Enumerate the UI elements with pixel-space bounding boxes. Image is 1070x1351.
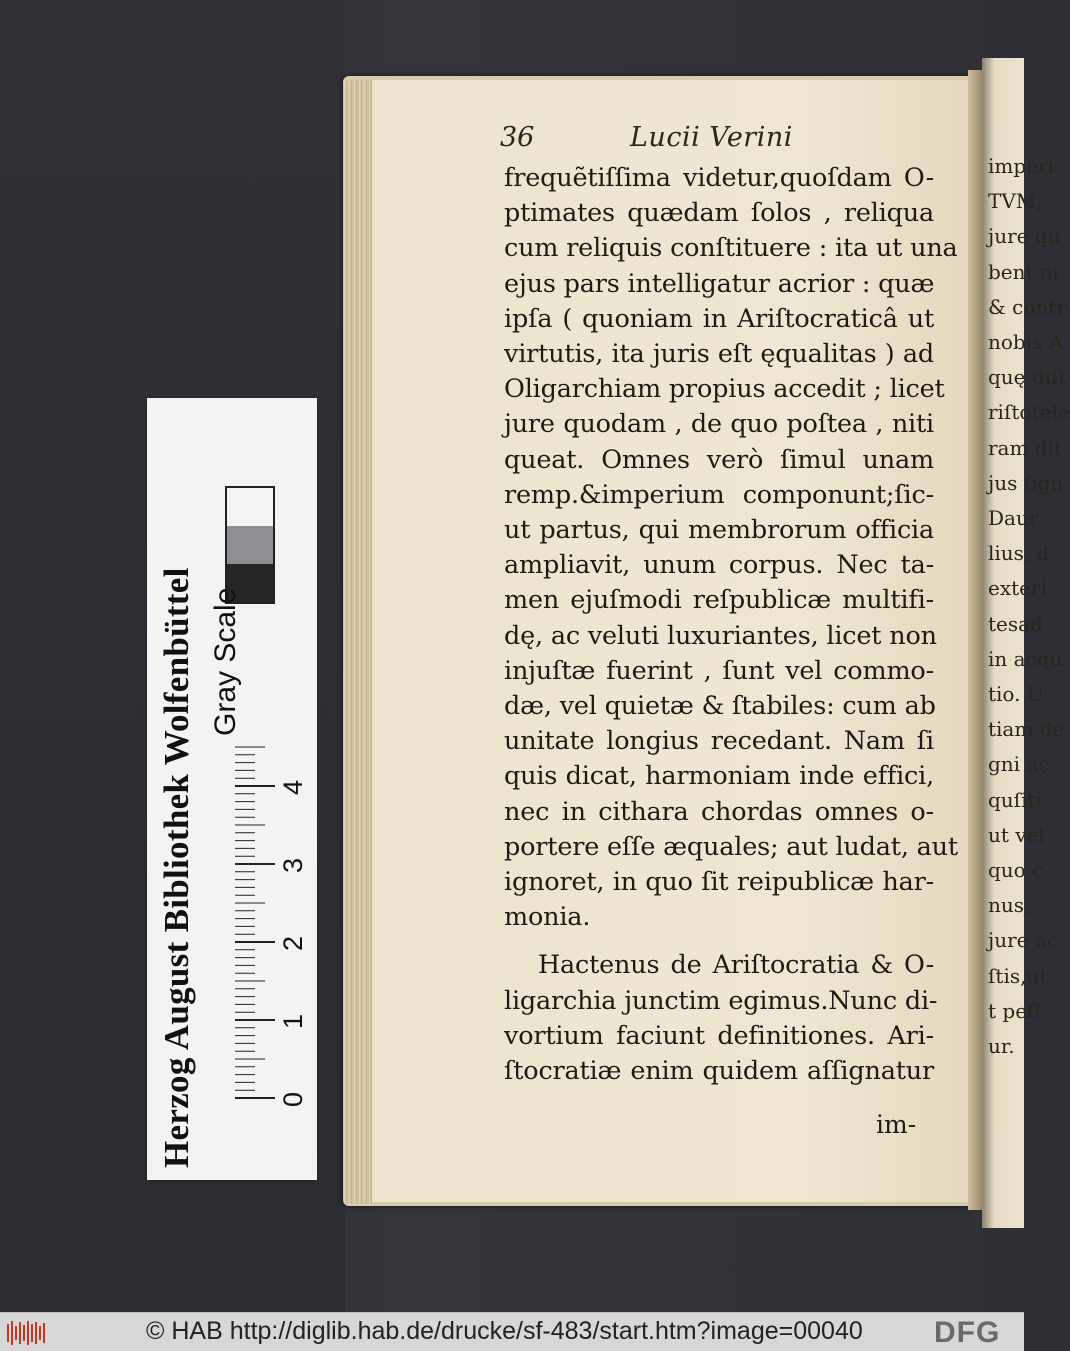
facing-page-text: nus, — [988, 893, 1031, 918]
facing-page-text: TVM, — [988, 189, 1043, 214]
text-line: vortium faciunt definitiones. Ari- — [504, 1020, 934, 1051]
text-line: queat. Omnes verò ſimul unam — [504, 444, 934, 475]
facing-page-text: quſiti — [988, 787, 1042, 812]
text-line: ejus pars intelligatur acrior : quæ — [504, 268, 935, 299]
source-link[interactable]: © HAB http://diglib.hab.de/drucke/sf-483/start.htm?image=00040 — [146, 1317, 863, 1345]
facing-page-text: quo c — [988, 858, 1044, 882]
text-line: monia. — [504, 902, 591, 933]
text-line: dę, ac veluti luxuriantes, licet non — [504, 620, 937, 651]
text-line: dæ, vel quietæ & ſtabiles: cum ab — [504, 691, 936, 721]
facing-page-text: tesad — [988, 611, 1043, 636]
facing-page-text: nobis A — [988, 330, 1064, 354]
facing-page-text: gni ac — [988, 752, 1050, 777]
facing-page-fragment — [982, 58, 1070, 1228]
facing-page-text: jure ac — [988, 928, 1058, 953]
text-line: ignoret, in quo ſit reipublicæ har- — [504, 867, 934, 897]
facing-page-text: lius, d — [988, 541, 1050, 566]
running-header — [500, 122, 940, 156]
facing-page-text: riſtotele — [988, 400, 1070, 425]
facing-page-text: bent m — [988, 259, 1059, 284]
text-line: Hactenus de Ariſtocratia & O- — [538, 950, 934, 981]
ruler-number: 4 — [278, 779, 308, 795]
facing-page-text: imperi — [988, 154, 1054, 178]
dfg-logo: DFG — [934, 1316, 1001, 1349]
text-line: ampliavit, unum corpus. Nec ta- — [504, 550, 934, 581]
text-line: men ejuſmodi reſpublicæ multifi- — [504, 585, 934, 616]
text-line: portere eſſe æquales; aut ludat, aut — [504, 831, 958, 862]
text-line: remp.&imperium componunt;ſic- — [504, 479, 934, 510]
page-number: 36 — [500, 122, 535, 153]
facing-page-text: ſtis,ut — [988, 963, 1048, 988]
facing-page-text: jure qu — [988, 224, 1061, 249]
text-line: Oligarchiam propius accedit ; licet — [504, 374, 945, 405]
text-line: cum reliquis conſtituere : ita ut una — [504, 233, 958, 264]
ruler-number: 1 — [278, 1013, 308, 1029]
facing-page-text: quę diſt — [988, 365, 1067, 390]
facing-page-text: exteri — [988, 576, 1047, 601]
text-line: ligarchia junctim egimus.Nunc di- — [504, 985, 938, 1016]
facing-page-text: in acqu — [988, 646, 1063, 671]
catchword: im- — [876, 1110, 917, 1139]
text-line: unitate longius recedant. Nam ſi — [504, 726, 934, 757]
library-name: Herzog August Bibliothek Wolfenbüttel — [157, 567, 196, 1168]
text-line: ptimates quædam ſolos , reliqua — [504, 198, 934, 229]
gray-scale-ruler — [147, 398, 317, 1180]
facing-page-text: ut vel — [988, 822, 1045, 847]
ruler-number: 3 — [278, 857, 308, 873]
gray-swatch — [227, 488, 273, 526]
gray-swatch — [227, 526, 273, 564]
gray-swatches — [225, 486, 275, 604]
text-line: quis dicat, harmoniam inde effici, — [504, 761, 934, 792]
running-title: Lucii Verini — [630, 122, 793, 153]
ruler-number: 2 — [278, 935, 308, 951]
facing-page-text: t peſſ — [988, 998, 1042, 1023]
ruler-number: 0 — [278, 1091, 308, 1107]
text-line: ſtocratiæ enim quidem aſſignatur — [504, 1056, 934, 1086]
page-edges — [343, 80, 373, 1204]
text-line: frequẽtiſſima videtur,quoſdam O- — [504, 163, 934, 193]
text-line: nec in cithara chordas omnes o- — [504, 796, 934, 827]
gray-scale-label: Gray Scale — [209, 587, 242, 736]
facing-page-text: ram dit — [988, 435, 1063, 460]
facing-page-text: tiam de — [988, 717, 1065, 742]
facing-page-text: jus ſign — [988, 470, 1064, 495]
text-line: ut partus, qui membrorum officia — [504, 515, 934, 545]
facing-page-text: & contr — [988, 294, 1066, 319]
facing-page-text: ur. — [988, 1034, 1015, 1058]
facing-page-text: Daur — [988, 506, 1039, 530]
footer-bar — [0, 1312, 1024, 1351]
hab-barcode-logo-icon — [6, 1320, 46, 1346]
facing-page-text: tio. U — [988, 682, 1044, 706]
text-line: virtutis, ita juris eſt ęqualitas ) ad — [504, 339, 934, 369]
text-line: injuſtæ fuerint , ſunt vel commo- — [504, 655, 934, 686]
text-line: ipſa ( quoniam in Ariſtocraticâ ut — [504, 303, 934, 334]
text-line: jure quodam , de quo poſtea , niti — [504, 409, 934, 440]
